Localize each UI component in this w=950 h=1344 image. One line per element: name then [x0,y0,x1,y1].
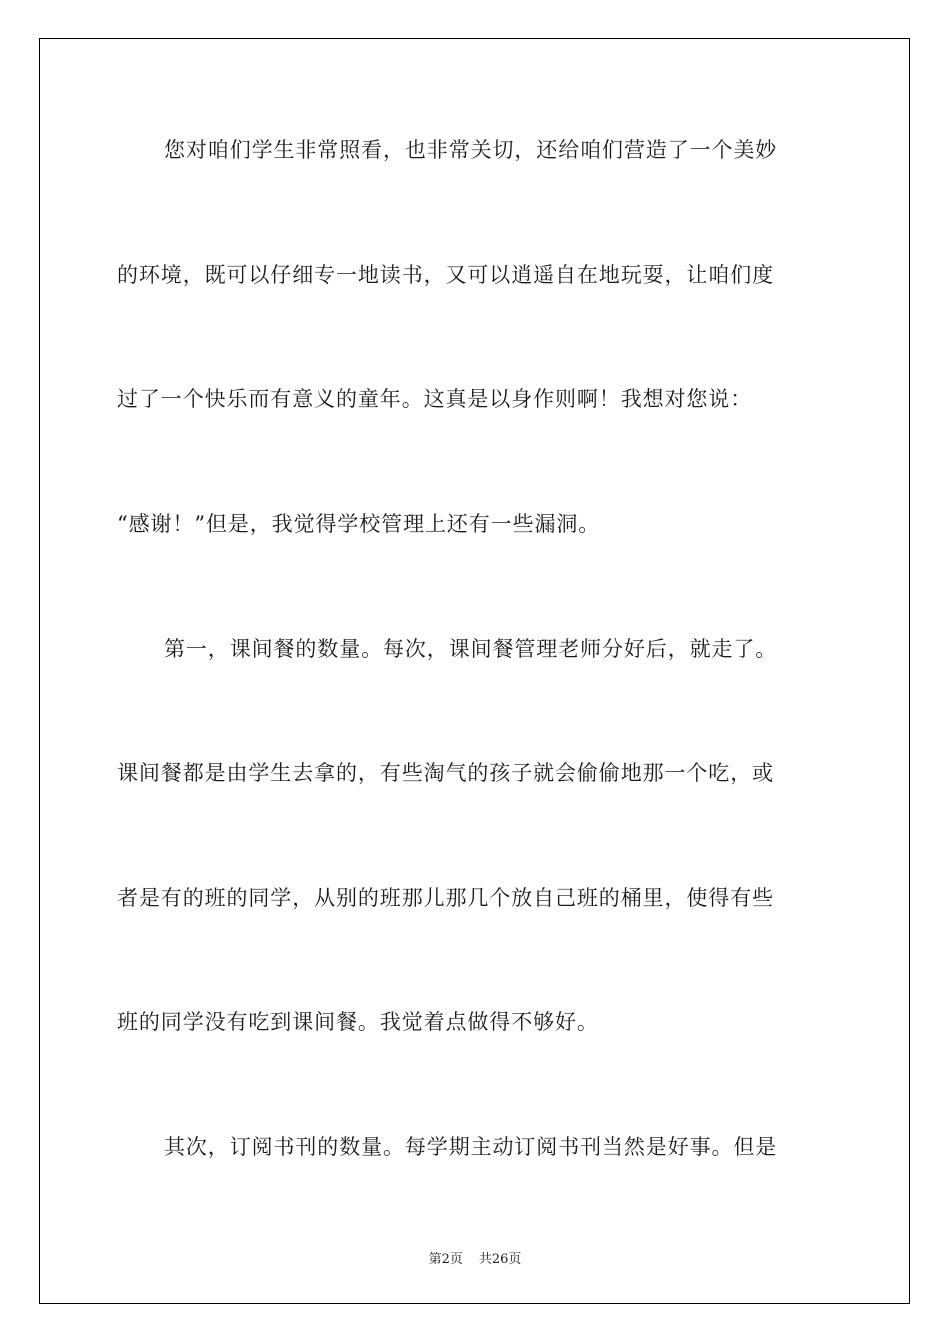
body-line: 过了一个快乐而有意义的童年。这真是以身作则啊！我想对您说： [117,387,753,411]
body-line: 班的同学没有吃到课间餐。我觉着点做得不够好。 [117,1010,599,1034]
body-line: “感谢！”但是，我觉得学校管理上还有一些漏洞。 [117,512,601,536]
body-line: 其次，订阅书刊的数量。每学期主动订阅书刊当然是好事。但是 [164,1135,778,1159]
body-line: 课间餐都是由学生去拿的，有些淘气的孩子就会偷偷地那一个吃，或 [117,761,774,785]
body-line: 的环境，既可以仔细专一地读书，又可以逍遥自在地玩耍，让咱们度 [117,263,774,287]
page-footer [0,1248,950,1267]
body-line: 者是有的班的同学，从别的班那儿那几个放自己班的桶里，使得有些 [117,886,774,910]
body-line: 您对咱们学生非常照看，也非常关切，还给咱们营造了一个美妙 [164,138,778,162]
page-number: 第2页 [428,1252,463,1267]
page-total: 共26页 [478,1252,522,1267]
page-border [39,38,910,1304]
body-line: 第一，课间餐的数量。每次，课间餐管理老师分好后，就走了。 [164,637,778,661]
